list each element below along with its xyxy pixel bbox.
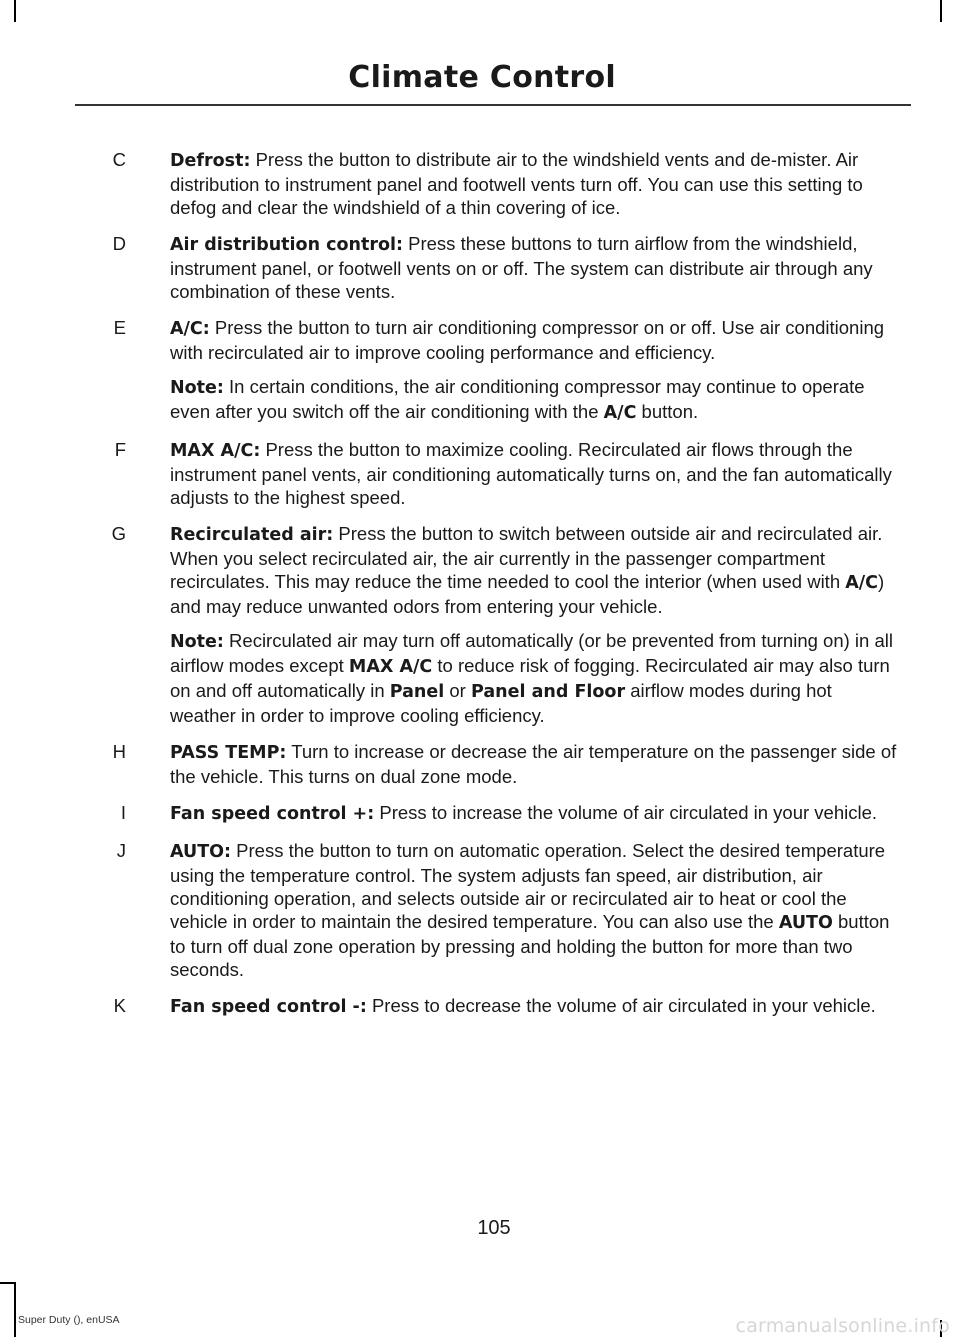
body-text: Press to decrease the volume of air circulated in your vehicle. xyxy=(366,995,876,1016)
description-paragraph xyxy=(170,316,902,364)
bold-term: Defrost: xyxy=(170,151,251,171)
description-paragraph xyxy=(170,839,902,981)
bold-term: Panel and Floor xyxy=(470,682,626,702)
callout-description xyxy=(170,522,902,727)
callout-description xyxy=(170,316,902,425)
body-text: ) and may reduce unwanted odors from entering your vehicle. xyxy=(170,571,885,617)
callout-entry xyxy=(0,839,960,981)
callout-letter: E xyxy=(113,317,126,338)
bold-term: Panel xyxy=(389,682,445,702)
body-text: button to turn off dual zone operation by pressing and holding the button for more than two seconds. xyxy=(170,911,890,980)
description-paragraph xyxy=(170,522,902,618)
description-paragraph xyxy=(170,740,902,788)
bold-term: A/C xyxy=(603,403,637,423)
callout-entry xyxy=(0,316,960,425)
body-text: Press the button to distribute air to the windshield vents and de-mister. Air distribution to instrument panel and footwell vents turn off. You can use this setting to defog and clear the windshield of a thin covering of ice. xyxy=(170,149,863,218)
callout-letter: G xyxy=(111,523,126,544)
callout-description xyxy=(170,994,902,1019)
callout-description xyxy=(170,740,902,788)
header-rule xyxy=(75,104,911,106)
body-text: Press the button to switch between outside air and recirculated air. When you select recirculated air, the air currently in the passenger compartment recirculates. This may reduce the time needed to cool the interior (when used with xyxy=(170,523,883,592)
callout-description xyxy=(170,438,902,509)
crop-mark-bottom-left-v xyxy=(14,1282,16,1337)
description-paragraph xyxy=(170,438,902,509)
entry-list xyxy=(0,148,960,1032)
callout-description xyxy=(170,839,902,981)
bold-term: Note: xyxy=(170,378,224,398)
callout-description xyxy=(170,148,902,219)
bold-term: A/C xyxy=(845,573,879,593)
bold-term: Fan speed control +: xyxy=(170,804,375,824)
callout-entry xyxy=(0,801,960,826)
callout-entry xyxy=(0,740,960,788)
description-paragraph xyxy=(170,375,902,425)
bold-term: Air distribution control: xyxy=(170,235,403,255)
callout-description xyxy=(170,801,902,826)
body-text: Recirculated air may turn off automatically (or be prevented from turning on) in all airflow modes except xyxy=(170,630,893,676)
callout-letter: H xyxy=(112,741,126,762)
callout-entry xyxy=(0,994,960,1019)
body-text: or xyxy=(444,680,471,701)
callout-letter: K xyxy=(113,995,126,1016)
body-text: Press the button to turn on automatic operation. Select the desired temperature using the temperature control. The system adjusts fan speed, air distribution, air conditioning operation, and selects outside air or recirculated air to heat or cool the vehicle in order to maintain the desired temperature. You can also use the xyxy=(170,840,886,932)
callout-letter: C xyxy=(112,149,126,170)
description-paragraph xyxy=(170,801,902,826)
crop-mark-bottom-left-h xyxy=(0,1282,16,1284)
callout-entry xyxy=(0,148,960,219)
body-text: Press the button to maximize cooling. Recirculated air flows through the instrument panel vents, air conditioning automatically turns on, and the fan automatically adjusts to the highest speed. xyxy=(170,439,892,508)
page-number: 105 xyxy=(477,1217,511,1239)
body-text: airflow modes during hot weather in order to improve cooling efficiency. xyxy=(170,680,832,726)
callout-entry xyxy=(0,232,960,303)
bold-term: MAX A/C: xyxy=(170,441,261,461)
description-paragraph xyxy=(170,232,902,303)
body-text: Turn to increase or decrease the air temperature on the passenger side of the vehicle. This turns on dual zone mode. xyxy=(170,741,897,787)
callout-letter: J xyxy=(116,840,126,861)
body-text: Press the button to turn air conditioning compressor on or off. Use air conditioning with recirculated air to improve cooling performance and efficiency. xyxy=(170,317,885,363)
bold-term: AUTO: xyxy=(170,842,232,862)
body-text: to reduce risk of fogging. Recirculated air may also turn on and off automatically in xyxy=(170,655,890,701)
callout-letter: F xyxy=(114,439,126,460)
callout-letter: I xyxy=(120,802,126,823)
bold-term: A/C: xyxy=(170,319,210,339)
bold-term: Fan speed control -: xyxy=(170,997,367,1017)
body-text: Press to increase the volume of air circulated in your vehicle. xyxy=(374,802,878,823)
callout-description xyxy=(170,232,902,303)
callout-letter: D xyxy=(112,233,126,254)
bold-term: Recirculated air: xyxy=(170,525,334,545)
callout-entry xyxy=(0,438,960,509)
description-paragraph xyxy=(170,148,902,219)
callout-entry xyxy=(0,522,960,727)
bold-term: AUTO xyxy=(778,913,833,933)
bold-term: PASS TEMP: xyxy=(170,743,287,763)
watermark: carmanualsonline.info xyxy=(735,1315,950,1337)
body-text: button. xyxy=(636,401,699,422)
crop-mark-top-right-v xyxy=(940,0,942,22)
crop-mark-top-left-v xyxy=(14,0,16,22)
body-text: In certain conditions, the air conditioning compressor may continue to operate even after you switch off the air conditioning with the xyxy=(170,376,865,422)
body-text: Press these buttons to turn airflow from the windshield, instrument panel, or footwell vents on or off. The system can distribute air through any combination of these vents. xyxy=(170,233,873,302)
description-paragraph xyxy=(170,629,902,727)
page-title: Climate Control xyxy=(348,60,616,95)
description-paragraph xyxy=(170,994,902,1019)
footer-text: Super Duty (), enUSA xyxy=(18,1314,120,1326)
bold-term: MAX A/C xyxy=(348,657,433,677)
bold-term: Note: xyxy=(170,632,224,652)
